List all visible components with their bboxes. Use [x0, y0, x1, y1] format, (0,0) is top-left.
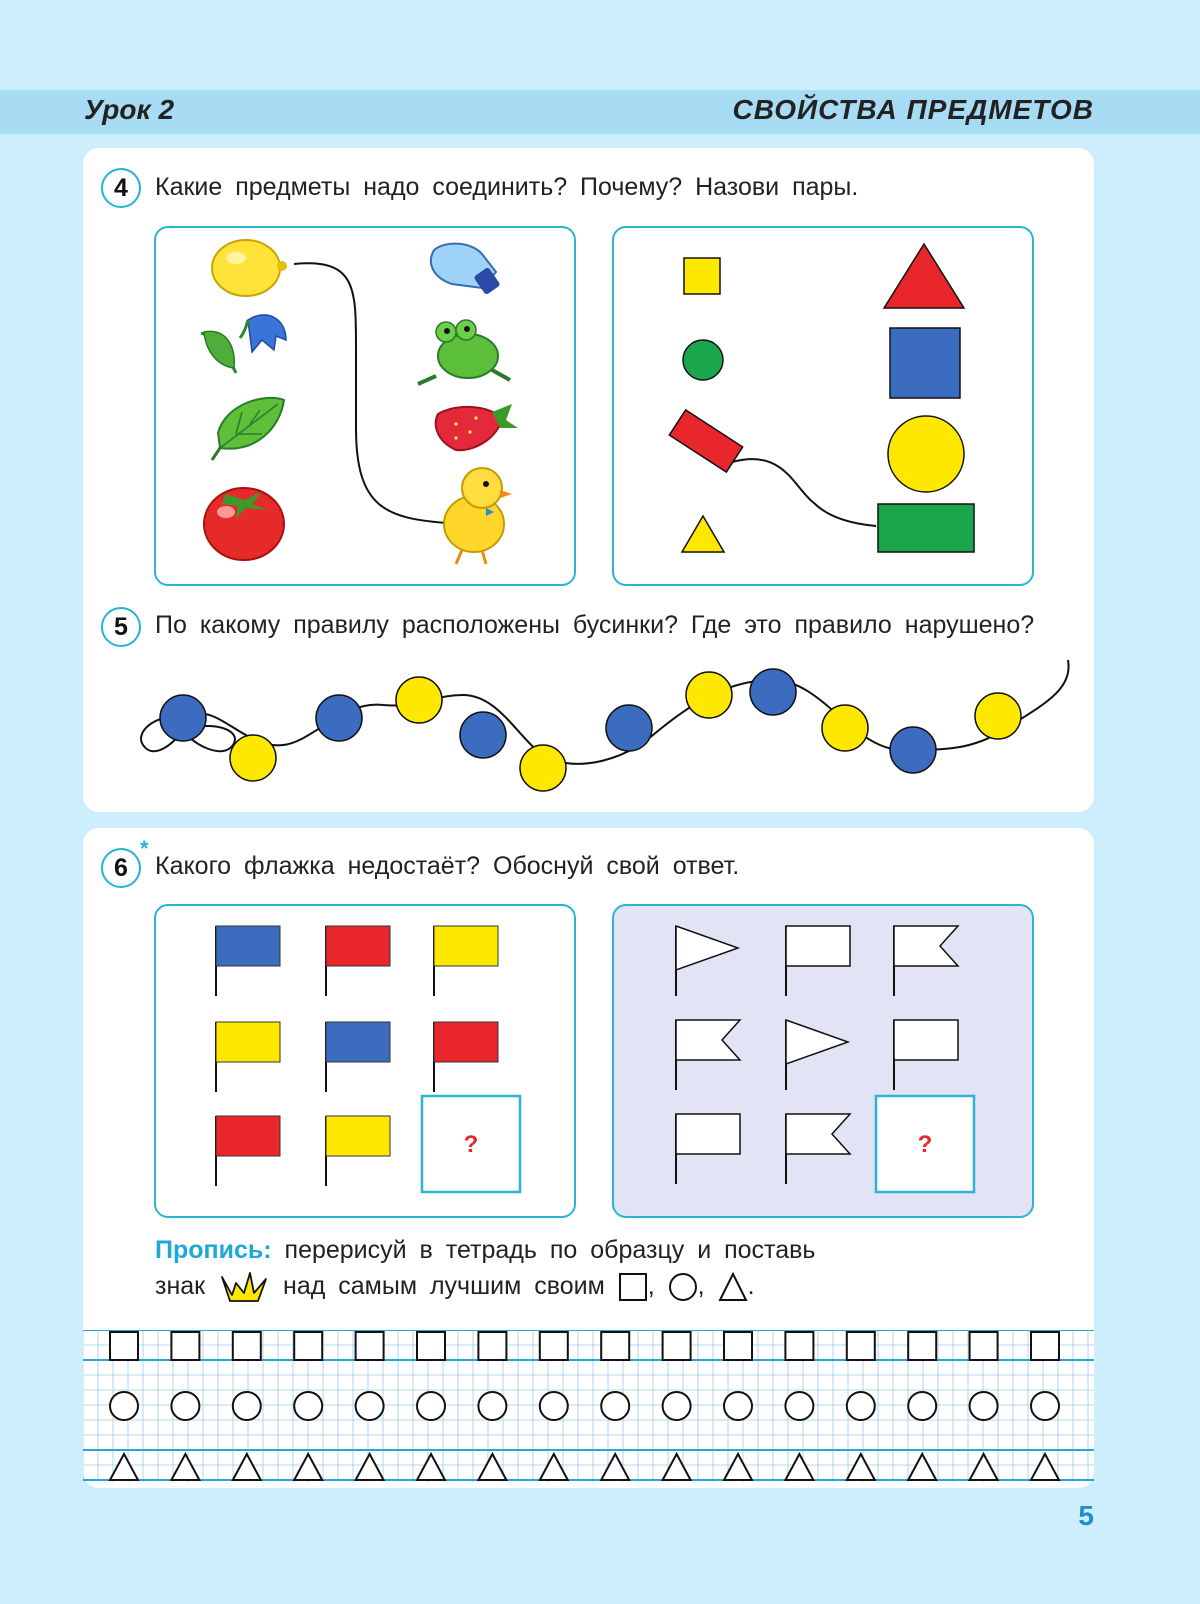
sample-circle	[663, 1392, 691, 1420]
bead-yellow	[822, 705, 868, 751]
flag-rectangle	[894, 1020, 958, 1090]
flag-triangle	[676, 926, 738, 996]
page-number: 5	[1078, 1500, 1094, 1531]
flag-blue	[326, 1022, 390, 1092]
flag-blue	[216, 926, 280, 996]
sample-square	[356, 1332, 384, 1360]
sample-square	[847, 1332, 875, 1360]
task-6-number: 6	[101, 848, 141, 888]
objects-drawing	[156, 228, 574, 584]
beads-string	[83, 650, 1094, 810]
sample-triangle	[847, 1454, 875, 1480]
lesson-title: Урок 2	[84, 94, 175, 125]
triangle-shape-icon	[718, 1272, 748, 1302]
flag-notched	[676, 1020, 740, 1090]
strawberry-icon	[436, 404, 518, 450]
sample-triangle	[785, 1454, 813, 1480]
sample-circle	[785, 1392, 813, 1420]
flag-red	[216, 1116, 280, 1186]
red-rectangle-small	[669, 410, 742, 472]
crown-icon	[218, 1269, 270, 1305]
question-mark: ?	[463, 1131, 479, 1158]
sample-square	[478, 1332, 506, 1360]
shapes-drawing	[614, 228, 1032, 584]
flag-yellow	[434, 926, 498, 996]
sample-circle	[847, 1392, 875, 1420]
objects-box	[154, 226, 576, 586]
square-shape-icon	[618, 1272, 648, 1302]
blue-square-large	[890, 328, 960, 398]
frog-icon	[418, 320, 510, 384]
sample-square	[294, 1332, 322, 1360]
flag-rectangle	[676, 1114, 740, 1184]
task-4-text: Какие предметы надо соединить? Почему? Назови пары.	[155, 173, 859, 201]
sample-triangle	[908, 1454, 936, 1480]
task-4-number: 4	[101, 168, 141, 208]
topic-title: СВОЙСТВА ПРЕДМЕТОВ	[732, 94, 1094, 125]
tomato-icon	[204, 488, 284, 560]
propis-text-3: над самым лучшим своим	[283, 1272, 605, 1300]
sample-triangle	[171, 1454, 199, 1480]
sample-circle	[1031, 1392, 1059, 1420]
sample-square	[601, 1332, 629, 1360]
sample-square	[970, 1332, 998, 1360]
sample-circle	[970, 1392, 998, 1420]
flag-yellow	[326, 1116, 390, 1186]
bead-blue	[750, 669, 796, 715]
color-flags-box	[154, 904, 576, 1218]
copybook-grid	[83, 1330, 1094, 1490]
sample-triangle	[294, 1454, 322, 1480]
propis-label: Пропись:	[155, 1236, 272, 1264]
sample-square	[1031, 1332, 1059, 1360]
red-triangle-large	[884, 244, 964, 308]
sample-square	[908, 1332, 936, 1360]
sample-square	[724, 1332, 752, 1360]
green-circle-small	[683, 340, 723, 380]
sample-triangle	[356, 1454, 384, 1480]
sample-circle	[601, 1392, 629, 1420]
sample-triangle	[601, 1454, 629, 1480]
mitten-icon	[431, 244, 501, 296]
bellflower-icon	[201, 315, 286, 373]
sample-circle	[724, 1392, 752, 1420]
sample-square	[233, 1332, 261, 1360]
bead-blue	[316, 695, 362, 741]
sample-circle	[908, 1392, 936, 1420]
leaf-icon	[212, 398, 284, 460]
task-6-text: Какого флажка недостаёт? Обоснуй свой ответ.	[155, 852, 740, 880]
bead-blue	[460, 712, 506, 758]
sample-circle	[478, 1392, 506, 1420]
yellow-square-small	[684, 258, 720, 294]
bead-blue	[606, 705, 652, 751]
yellow-circle-large	[888, 416, 964, 492]
propis-separator-2: ,	[697, 1272, 705, 1300]
color-flags-grid	[156, 906, 574, 1216]
green-rectangle-large	[878, 504, 974, 552]
connecting-line	[732, 459, 876, 526]
sample-square	[663, 1332, 691, 1360]
task-5-number: 5	[101, 607, 141, 647]
sample-triangle	[110, 1454, 138, 1480]
flag-rectangle	[786, 926, 850, 996]
sample-triangle	[478, 1454, 506, 1480]
sample-circle	[356, 1392, 384, 1420]
question-mark: ?	[917, 1131, 933, 1158]
shape-flags-grid	[614, 906, 1032, 1216]
sample-triangle	[1031, 1454, 1059, 1480]
bead-yellow	[396, 677, 442, 723]
flag-red	[434, 1022, 498, 1092]
sample-triangle	[663, 1454, 691, 1480]
task-5-text: По какому правилу расположены бусинки? Где это правило нарушено?	[155, 611, 1035, 639]
sample-circle	[233, 1392, 261, 1420]
shape-flags-box	[612, 904, 1034, 1218]
sample-circle	[110, 1392, 138, 1420]
circle-shape-icon	[668, 1272, 698, 1302]
sample-circle	[171, 1392, 199, 1420]
missing-flag-cell	[422, 1096, 520, 1192]
sample-triangle	[970, 1454, 998, 1480]
flag-red	[326, 926, 390, 996]
sample-square	[171, 1332, 199, 1360]
flag-triangle	[786, 1020, 848, 1090]
propis-text-1: перерисуй в тетрадь по образцу и поставь	[284, 1236, 816, 1264]
yellow-triangle-small	[682, 516, 724, 552]
bead-blue	[160, 695, 206, 741]
flag-notched	[894, 926, 958, 996]
propis-text-2: знак	[155, 1272, 206, 1300]
sample-triangle	[417, 1454, 445, 1480]
sample-square	[540, 1332, 568, 1360]
sample-triangle	[233, 1454, 261, 1480]
sample-circle	[417, 1392, 445, 1420]
propis-end: .	[747, 1272, 755, 1300]
connecting-line	[294, 263, 446, 523]
shapes-box	[612, 226, 1034, 586]
bead-yellow	[686, 672, 732, 718]
sample-circle	[540, 1392, 568, 1420]
lemon-icon	[212, 240, 287, 296]
bead-yellow	[230, 735, 276, 781]
sample-square	[785, 1332, 813, 1360]
sample-triangle	[540, 1454, 568, 1480]
propis-instructions	[155, 1232, 1015, 1305]
flag-yellow	[216, 1022, 280, 1092]
bead-yellow	[520, 745, 566, 791]
propis-separator-1: ,	[647, 1272, 655, 1300]
sample-circle	[294, 1392, 322, 1420]
missing-flag-cell	[876, 1096, 974, 1192]
bead-blue	[890, 727, 936, 773]
chick-icon	[444, 468, 512, 564]
difficulty-star: *	[140, 836, 149, 861]
bead-yellow	[975, 693, 1021, 739]
sample-square	[110, 1332, 138, 1360]
sample-square	[417, 1332, 445, 1360]
flag-notched	[786, 1114, 850, 1184]
